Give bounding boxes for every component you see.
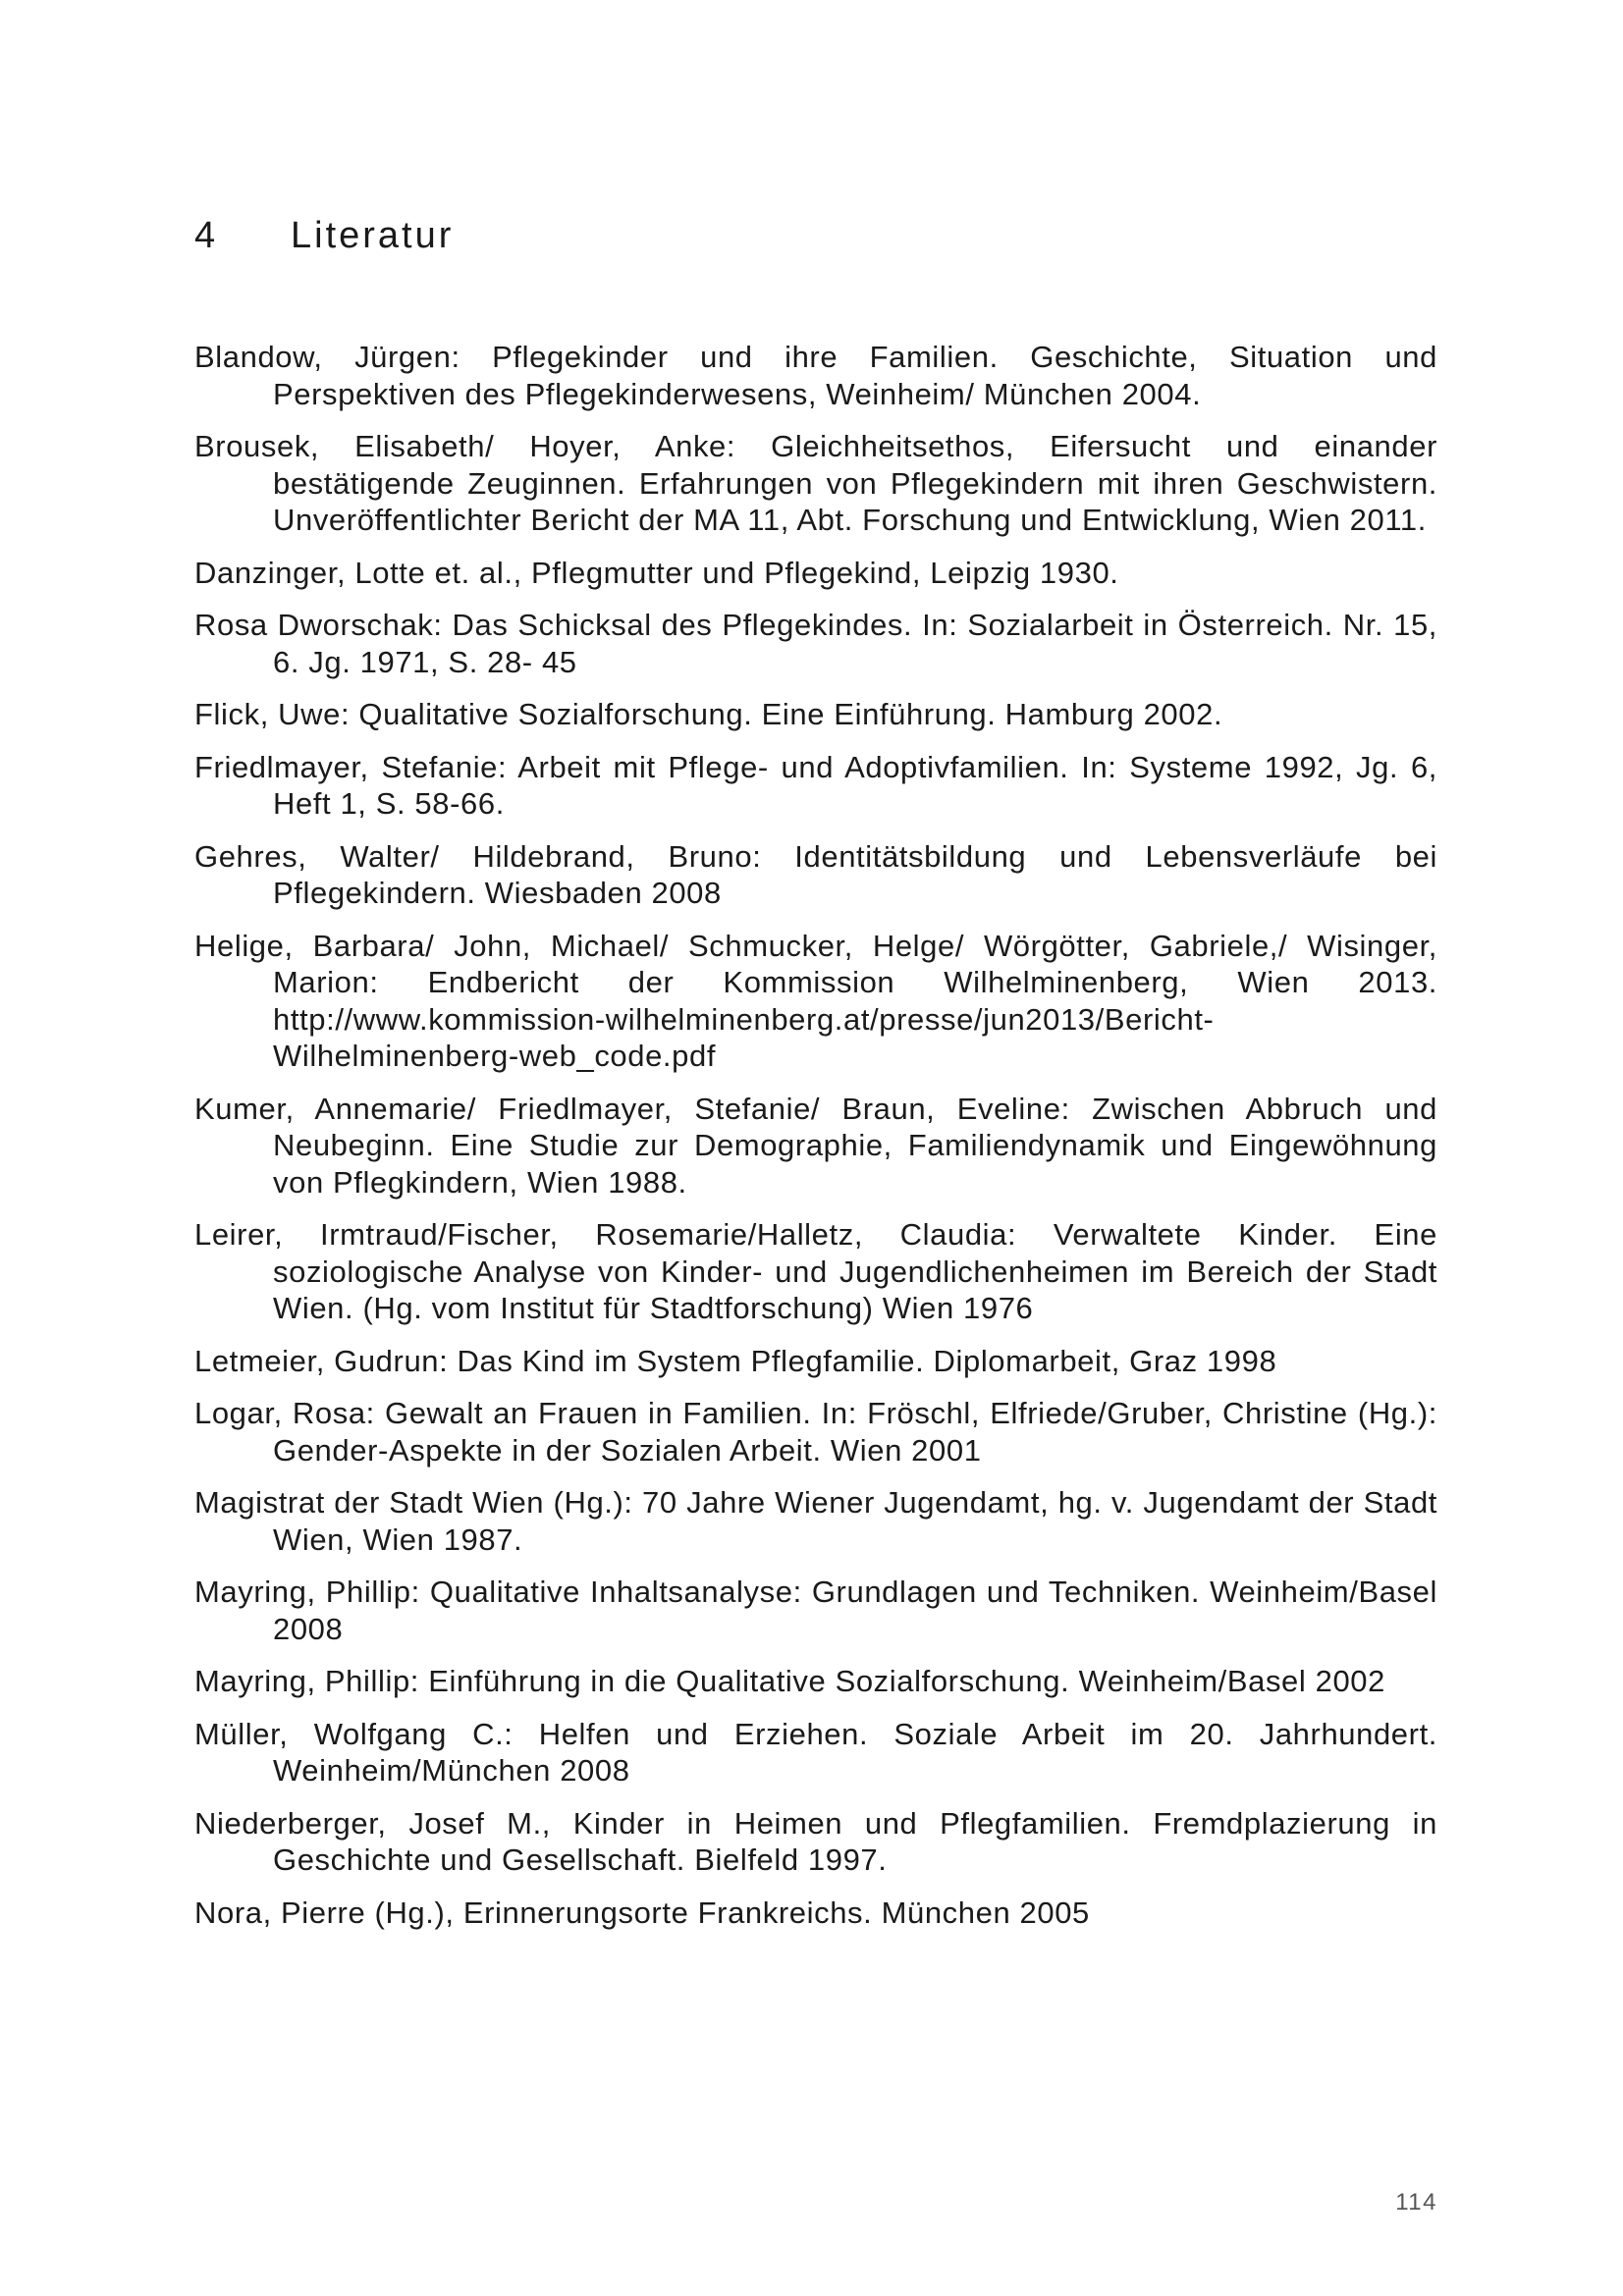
- bibliography-entry: Friedlmayer, Stefanie: Arbeit mit Pflege- und Adoptivfamilien. In: Systeme 1992, Jg. 6, Heft 1, S. 58-66.: [194, 749, 1437, 821]
- bibliography-entry: Blandow, Jürgen: Pflegekinder und ihre Familien. Geschichte, Situation und Perspektiven des Pflegekinderwesens, Weinheim/ München 2004.: [194, 340, 1437, 411]
- bibliography-entry: Logar, Rosa: Gewalt an Frauen in Familien. In: Fröschl, Elfriede/Gruber, Christine (Hg.): Gender-Aspekte in der Sozialen Arbeit. Wien 2001: [194, 1396, 1437, 1468]
- bibliography-entry: Mayring, Phillip: Einführung in die Qualitative Sozialforschung. Weinheim/Basel 2002: [194, 1664, 1385, 1698]
- document-page: [194, 0, 1437, 2296]
- chapter-title: Literatur: [291, 215, 455, 256]
- bibliography-entry: Letmeier, Gudrun: Das Kind im System Pflegfamilie. Diplomarbeit, Graz 1998: [194, 1343, 1277, 1378]
- bibliography-entry: Mayring, Phillip: Qualitative Inhaltsanalyse: Grundlagen und Techniken. Weinheim/Basel 2008: [194, 1575, 1437, 1646]
- bibliography-entry: Leirer, Irmtraud/Fischer, Rosemarie/Halletz, Claudia: Verwaltete Kinder. Eine soziologische Analyse von Kinder- und Jugendlichenheimen im Bereich der Stadt Wien. (Hg. vom Institut für Stadtforschung) Wien 1976: [194, 1217, 1437, 1325]
- bibliography-entry: Rosa Dworschak: Das Schicksal des Pflegekindes. In: Sozialarbeit in Österreich. Nr. 15, 6. Jg. 1971, S. 28- 45: [194, 608, 1437, 679]
- bibliography-entry: Brousek, Elisabeth/ Hoyer, Anke: Gleichheitsethos, Eifersucht und einander bestätigende Zeuginnen. Erfahrungen von Pflegekindern mit ihren Geschwistern. Unveröffentlichter Bericht der MA 11, Abt. Forschung und Entwicklung, Wien 2011.: [194, 429, 1437, 537]
- bibliography-entry: Magistrat der Stadt Wien (Hg.): 70 Jahre Wiener Jugendamt, hg. v. Jugendamt der Stadt Wien, Wien 1987.: [194, 1485, 1437, 1557]
- page-number: 114: [1395, 2189, 1437, 2216]
- bibliography-entry: Müller, Wolfgang C.: Helfen und Erziehen. Soziale Arbeit im 20. Jahrhundert. Weinheim/München 2008: [194, 1716, 1437, 1788]
- bibliography-entry: Niederberger, Josef M., Kinder in Heimen und Pflegfamilien. Fremdplazierung in Geschichte und Gesellschaft. Bielfeld 1997.: [194, 1805, 1437, 1877]
- bibliography-entry: Helige, Barbara/ John, Michael/ Schmucker, Helge/ Wörgötter, Gabriele,/ Wisinger, Marion: Endbericht der Kommission Wilhelminenberg, Wien 2013. http://www.kommission-wilhelminenberg.at/presse/jun2013/Bericht-Wilhelminenberg-web_code.pdf: [194, 928, 1437, 1073]
- bibliography-entry: Gehres, Walter/ Hildebrand, Bruno: Identitätsbildung und Lebensverläufe bei Pflegekindern. Wiesbaden 2008: [194, 838, 1437, 910]
- bibliography-entry: Nora, Pierre (Hg.), Erinnerungsorte Frankreichs. München 2005: [194, 1895, 1090, 1930]
- chapter-heading: [194, 208, 454, 263]
- bibliography-entry: Kumer, Annemarie/ Friedlmayer, Stefanie/ Braun, Eveline: Zwischen Abbruch und Neubeginn. Eine Studie zur Demographie, Familiendynamik und Eingewöhnung von Pflegkindern, Wien 1988.: [194, 1091, 1437, 1200]
- bibliography-entry: Danzinger, Lotte et. al., Pflegmutter und Pflegekind, Leipzig 1930.: [194, 555, 1119, 590]
- chapter-number: 4: [194, 215, 219, 256]
- bibliography-list: [194, 339, 1437, 1947]
- bibliography-entry: Flick, Uwe: Qualitative Sozialforschung. Eine Einführung. Hamburg 2002.: [194, 697, 1223, 731]
